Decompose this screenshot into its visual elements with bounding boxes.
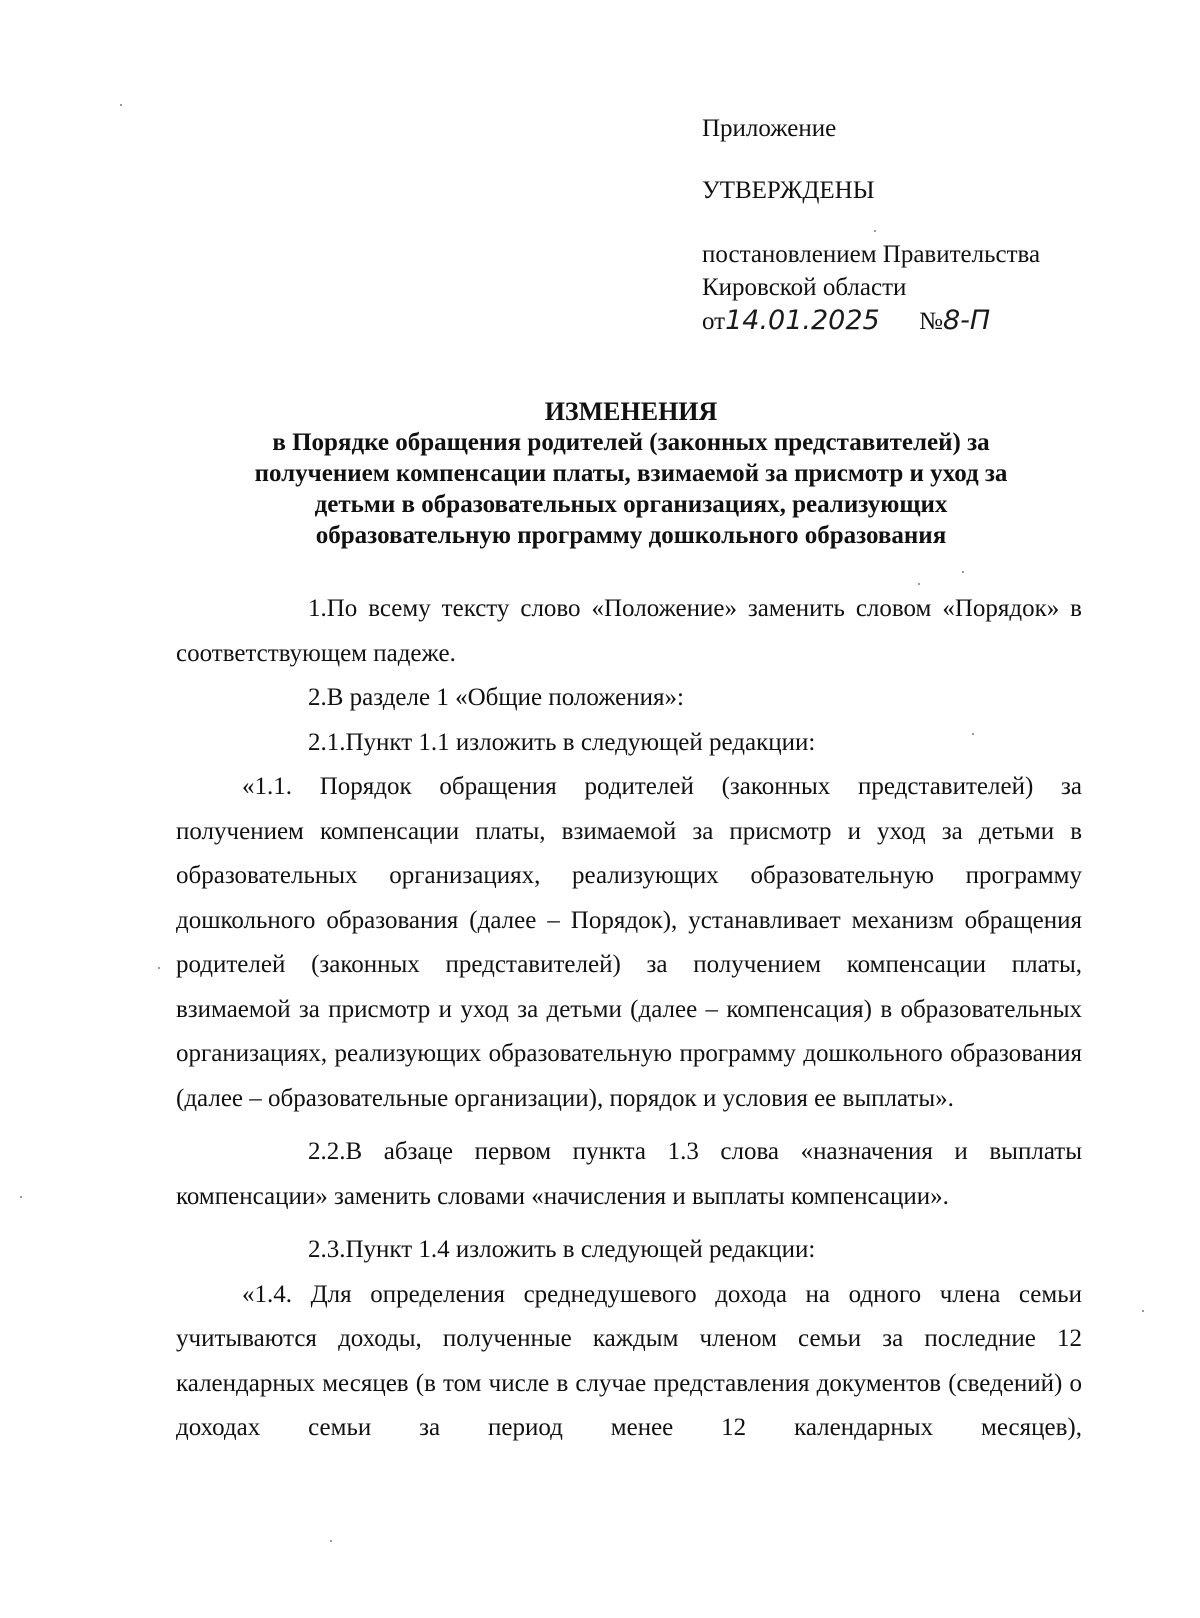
approved-label: УТВЕРЖДЕНЫ xyxy=(702,177,875,204)
item-number: 2.1. xyxy=(308,728,346,756)
scan-speck xyxy=(1142,1310,1144,1312)
handwritten-date: 14.01.2025 xyxy=(725,305,880,336)
scan-speck xyxy=(20,1196,22,1198)
number-sign: № xyxy=(919,308,943,335)
item-text: В абзаце первом пункта 1.3 слова «назначения и выплаты компенсации» заменить словами «начисления и выплаты компенсации». xyxy=(176,1138,1082,1210)
item-number: 2.3. xyxy=(308,1236,346,1263)
paragraph-2-3 xyxy=(176,1228,1082,1273)
paragraph-2-2 xyxy=(176,1130,1082,1219)
heading-line: образовательную программу дошкольного образования xyxy=(315,522,947,549)
item-text: Пункт 1.1 изложить в следующей редакции: xyxy=(345,728,816,756)
scan-speck xyxy=(918,583,920,585)
scan-speck xyxy=(962,571,964,573)
item-text: Пункт 1.4 изложить в следующей редакции: xyxy=(345,1236,816,1263)
paragraph-gap xyxy=(176,1219,1082,1228)
item-number: 2.2. xyxy=(308,1138,346,1165)
approval-block xyxy=(702,112,1172,338)
heading-line: детьми в образовательных организациях, реализующих xyxy=(314,491,948,518)
item-text: В разделе 1 «Общие положения»: xyxy=(326,684,684,711)
item-number: 2. xyxy=(308,684,327,711)
scan-speck xyxy=(330,1540,332,1542)
heading-title: ИЗМЕНЕНИЯ xyxy=(544,397,718,426)
date-prefix: от xyxy=(702,308,726,335)
appendix-label: Приложение xyxy=(702,115,837,142)
paragraph-quote-1-1: «1.1. Порядок обращения родителей (законных представителей) за получением компенсации платы, взимаемой за присмотр и уход за детьми в образовательных организациях, реализующих образовательную программу дошкольного образования (далее – Порядок), устанавливает механизм обращения родителей (законных представителей) за получением компенсации платы, взимаемой за присмотр и уход за детьми (далее – компенсация) в образовательных организациях, реализующих образовательную программу дошкольного образования (далее – образовательные организации), порядок и условия ее выплаты». xyxy=(176,773,1082,1112)
document-heading xyxy=(176,396,1086,551)
item-number: 1. xyxy=(308,595,327,622)
paragraph-1 xyxy=(176,587,1082,676)
heading-line: получением компенсации платы, взимаемой за присмотр и уход за xyxy=(254,460,1008,487)
document-body xyxy=(176,587,1082,1451)
handwritten-number: 8-П xyxy=(942,305,991,336)
scan-speck xyxy=(120,104,122,106)
paragraph-quote-1-4: «1.4. Для определения среднедушевого дохода на одного члена семьи учитываются доходы, полученные каждым членом семьи за последние 12 календарных месяцев (в том числе в случае представления документов (сведений) о доходах семьи за период менее 12 календарных месяцев), xyxy=(176,1280,1082,1441)
approved-by-line1: постановлением Правительства xyxy=(702,241,1041,268)
paragraph-gap xyxy=(176,1121,1082,1130)
date-number-line xyxy=(702,304,1172,338)
item-text: По всему тексту слово «Положение» заменить словом «Порядок» в соответствующем падеже. xyxy=(176,595,1082,667)
paragraph-2 xyxy=(176,676,1082,721)
paragraph-2-1 xyxy=(176,721,1082,766)
approved-by-line2: Кировской области xyxy=(702,274,907,301)
scan-speck xyxy=(158,967,160,969)
heading-line: в Порядке обращения родителей (законных представителей) за xyxy=(272,429,990,456)
